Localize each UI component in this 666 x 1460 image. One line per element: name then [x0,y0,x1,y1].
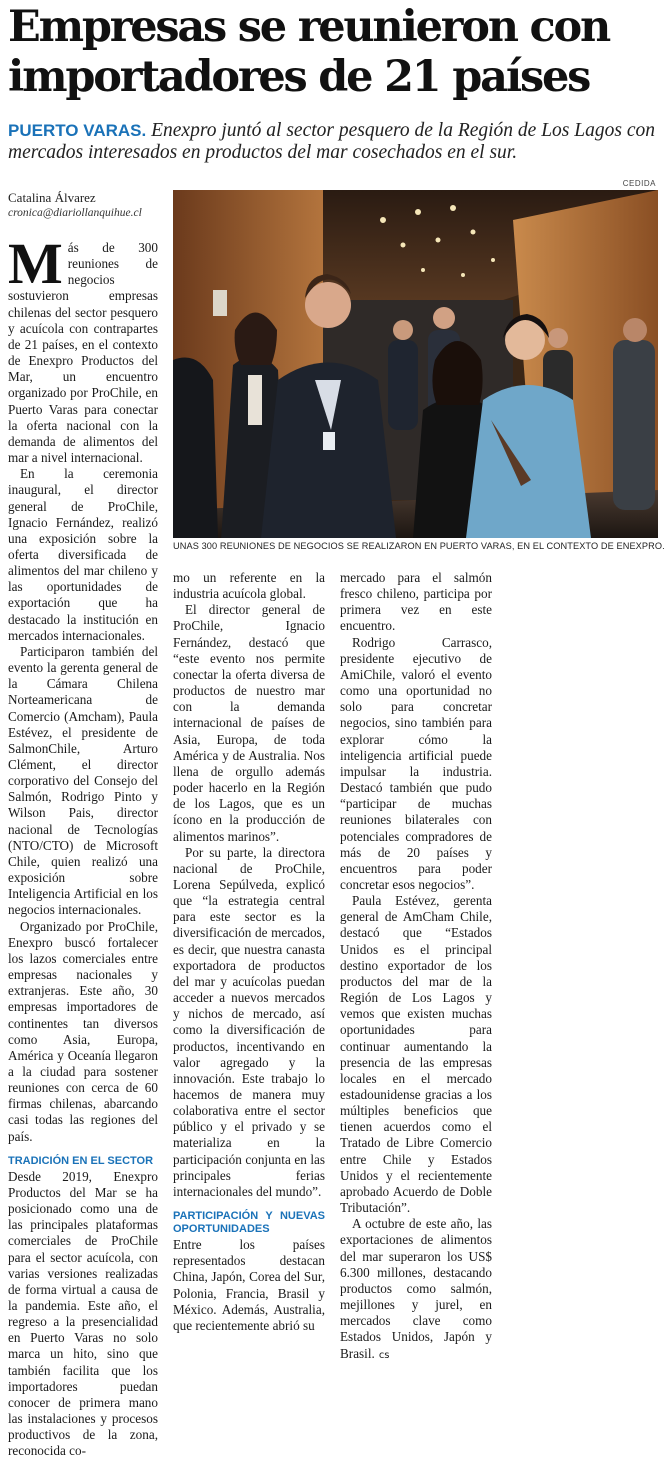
paragraph: Organizado por ProChile, Enexpro buscó fortalecer los lazos comerciales entre empresas nacionales y extranjeras. Este año, 30 empresas importadores de continentes tan diversos como Asia, Europa, América y Oceanía llegaron a la ciudad para sostener reuniones con cerca de 60 firmas chilenas, abarcando casi todas las regiones del país. [8,918,158,1144]
paragraph: El director general de ProChile, Ignacio Fernández, destacó que “este evento nos permite conectar la oferta diversa de productos de nuestro mar con la demanda internacional de países de Asia, Europa, de toda América y de Australia. Nos llena de orgullo además poder hacerlo en la Región de los Lagos, que es un ícono en la producción de alimentos marinos”. [173,602,325,844]
final-text: A octubre de este año, las exportaciones de alimentos del mar superaron los US$ 6.300 millones, destacando productos como salmón, mejillones y jurel, en mercados clave como Estados Unidos, Japón y Brasil. [340,1216,492,1361]
paragraph: Participaron también del evento la gerenta general de la Cámara Chilena Norteamericana de Comercio (Amcham), Paula Estévez, el presidente de SalmonChile, Arturo Clément, el director corporativo del Consejo del Salmón, Rodrigo Pinto y Wilson Pais, director nacional de Tecnologías (NTO/CTO) de Microsoft Chile, quien realizó una exposición sobre Inteligencia Artificial en los negocios internacionales. [8,643,158,918]
lede-text: Enexpro juntó al sector pesquero de la Región de Los Lagos con mercados interesados en productos del mar cosechados en el sur. [8,120,655,163]
photo-caption: UNAS 300 REUNIONES DE NEGOCIOS SE REALIZARON EN PUERTO VARAS, EN EL CONTEXTO DE ENEXPRO. [173,541,665,551]
intro-text: ás de 300 reuniones de negocios sostuvieron empresas chilenas del sector pesquero y acuícola con contrapartes de 21 países, en el contexto de Enexpro Productos del Mar, un encuentro organizado por ProChile, en Puerto Varas para conectar la oferta nacional con la demanda de alimentos del mar a nivel internacional. [8,240,158,466]
paragraph: Desde 2019, Enexpro Productos del Mar se ha posicionado como una de las principales plataformas comerciales de ProChile para el sector acuícola, con varias versiones realizadas de forma virtual a causa de la pandemia. Este año, el regreso a la presencialidad en Puerto Varas no solo marca un hito, sino que también facilita que los importadores puedan conocer de primera mano las instalaciones y procesos productivos de la zona, reconocida co- [8,1168,158,1459]
subhead-tradicion: TRADICIÓN EN EL SECTOR [8,1154,154,1167]
column-1 [8,231,158,1460]
drop-cap: M [8,231,63,296]
column-2 [173,570,325,1334]
paragraph-continued: mo un referente en la industria acuícola global. [173,570,325,602]
event-photo-illustration [173,190,658,538]
paragraph-continued: mercado para el salmón fresco chileno, participa por primera vez en este encuentro. [340,570,492,634]
wall-sign [213,290,227,316]
article-photo [173,190,658,538]
foreground-person [173,358,218,539]
paragraph-final [340,1216,492,1363]
paragraph: Entre los países representados destacan China, Japón, Corea del Sur, Polonia, Francia, Brasil y México. Además, Australia, que recientemente abrió su [173,1237,325,1333]
paragraph: En la ceremonia inaugural, el director general de ProChile, Ignacio Fernández, realizó una exposición sobre la oferta diversificada de alimentos del mar chileno y las oportunidades de exportación que ha destacado la institución en mercados internacionales. [8,466,158,643]
column-3 [340,570,492,1364]
photo-credit: CEDIDA [622,179,656,188]
end-mark: cs [378,1349,390,1361]
headline: Empresas se reunieron con importadores de 21 países [8,2,610,102]
byline-author: Catalina Álvarez [8,190,96,205]
paragraph: Paula Estévez, gerenta general de AmCham Chile, destacó que “Estados Unidos es el principal destino exportador de los productos del mar de la Región de Los Lagos y vemos que existen muchas oportunidades para continuar aumentando la presencia de las empresas locales en el mercado estadounidense gracias a los múltiples beneficios que tienen acuerdos como el Tratado de Libre Comercio entre Chile y Estados Unidos y el recientemente aprobado Acuerdo de Doble Tributación”. [340,893,492,1216]
paragraph: Rodrigo Carrasco, presidente ejecutivo de AmiChile, valoró el evento como una oportunidad no solo para concretar negocios, sino también para explorar cómo la inteligencia artificial puede impulsar la industria. Destacó también que pudo “participar de muchas reuniones bilaterales con potenciales compradores de más de 20 países y encuentros para poder concretar esos negocios”. [340,634,492,892]
paragraph: Por su parte, la directora nacional de ProChile, Lorena Sepúlveda, explicó que “la estrategia central para este sector es la diversificación de mercados, es decir, que nuestra canasta exportadora de productos del mar y acuícolas puedan acceder a nuevos mercados y nichos de mercado, así como la diversificación de productos, incentivando en valor agregado y la innovación. Este trabajo lo hacemos de manera muy colaborativa entre el sector público y el privado y se materializa en la participación conjunta en las principales ferias internacionales del mundo”. [173,844,325,1199]
subhead-participacion: PARTICIPACIÓN Y NUEVAS OPORTUNIDADES [173,1210,325,1236]
byline-email: cronica@diariollanquihue.cl [8,207,142,219]
lede [8,120,658,164]
lede-place: PUERTO VARAS. [8,121,147,140]
paragraph-intro [8,231,158,466]
